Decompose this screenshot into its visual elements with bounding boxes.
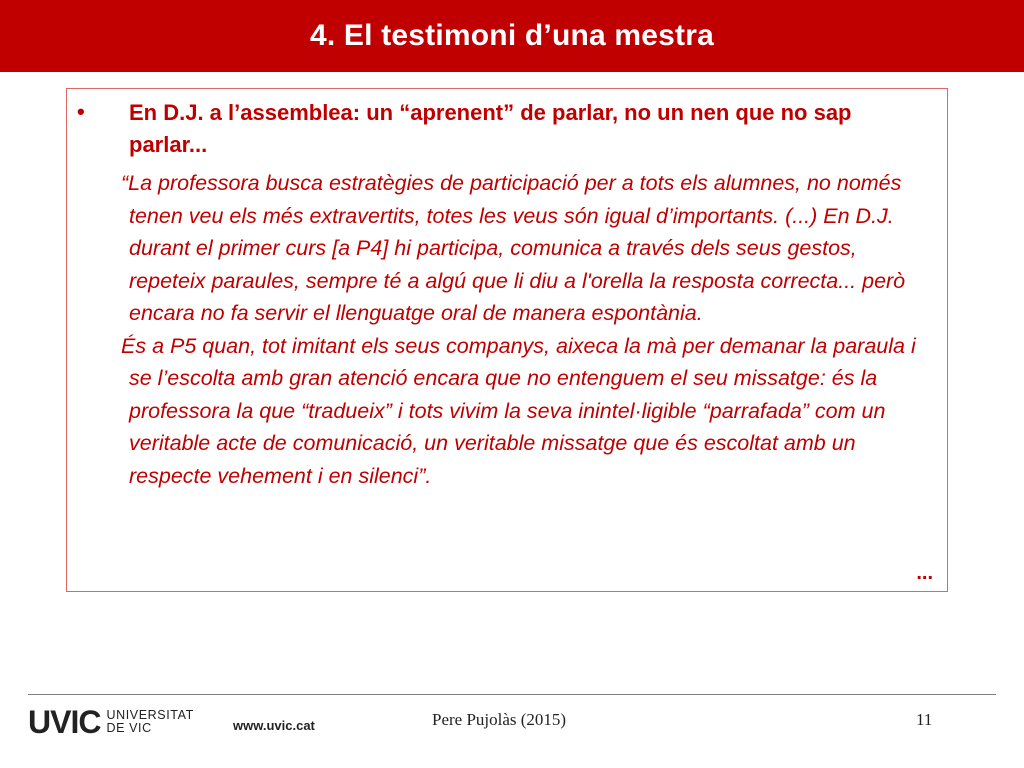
logo-line-2: DE VIC (106, 721, 152, 735)
uvic-logo (28, 706, 194, 738)
quote-paragraph-1: “La professora busca estratègies de participació per a tots els alumnes, no només tenen veu els més extravertits, totes les veus són igual d’importants. (...) En D.J. durant el primer curs [a P4] hi participa, comunica a través dels seus gestos, repeteix paraules, sempre té a algú que li diu a l'orella la resposta correcta... però encara no fa servir el llenguatge oral de manera espontània. (121, 171, 906, 325)
author-credit: Pere Pujolàs (2015) (432, 710, 567, 729)
page-number: 11 (916, 710, 933, 729)
footer-divider (28, 694, 996, 695)
slide-title: 4. El testimoni d’una mestra (309, 19, 715, 52)
bullet-icon: • (77, 99, 85, 124)
continuation-ellipsis: ... (916, 562, 933, 584)
logo-line-1: UNIVERSITAT (106, 708, 194, 722)
quote-paragraph-2: És a P5 quan, tot imitant els seus companys, aixeca la mà per demanar la paraula i se l’escolta amb gran atenció encara que no entenguem el seu missatge: és la professora la que “tradueix” i tots vivim la seva inintel·ligible “parrafada” com un veritable acte de comunicació, un veritable missatge que és escoltat amb un respecte vehement i en silenci”. (121, 333, 916, 488)
logo-text (106, 709, 193, 735)
content-box (66, 88, 948, 592)
bullet-heading: En D.J. a l’assemblea: un “aprenent” de parlar, no un nen que no sap parlar... (129, 100, 852, 157)
logo-mark: UVIC (28, 704, 101, 740)
quote-block (121, 167, 939, 492)
website-link[interactable]: www.uvic.cat (233, 718, 315, 733)
title-bar (0, 0, 1024, 72)
